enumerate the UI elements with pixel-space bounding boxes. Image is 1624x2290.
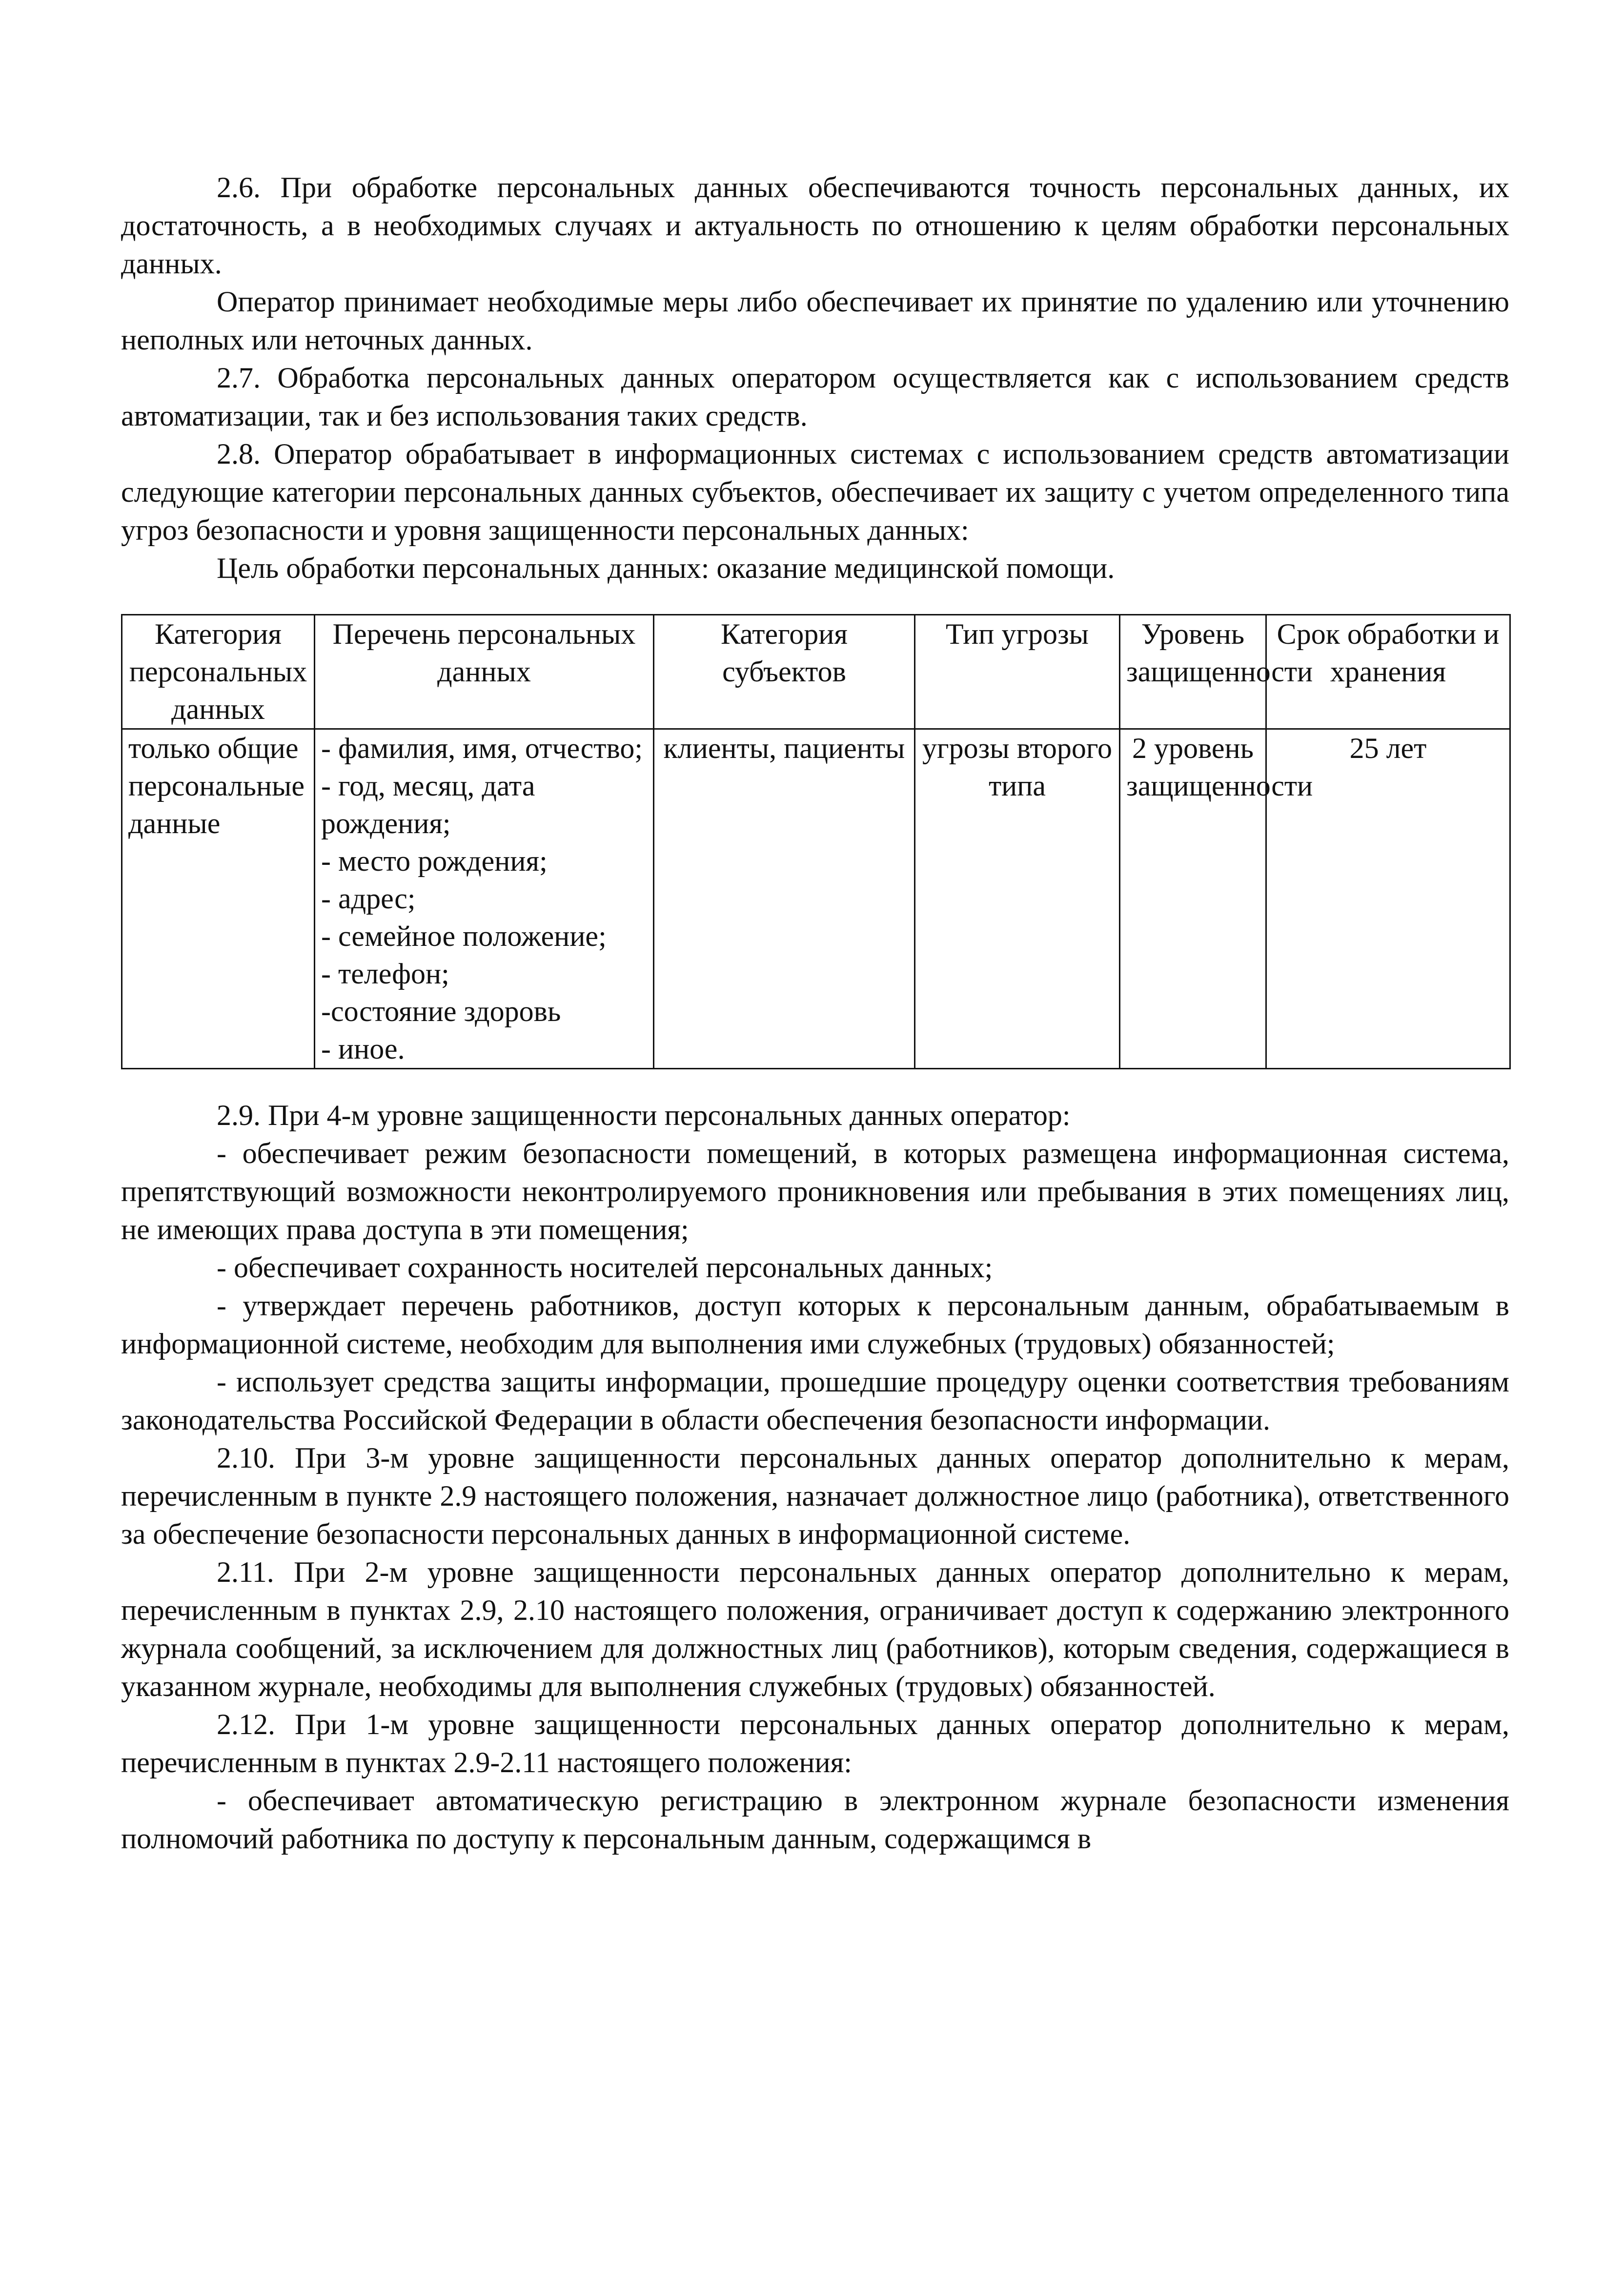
list-item: -состояние здоровь	[321, 995, 561, 1027]
list-item: - телефон;	[321, 958, 449, 990]
list-item: - год, месяц, дата рождения;	[321, 770, 535, 839]
cell-subjects: клиенты, пациенты	[654, 729, 915, 1069]
list-item: - семейное положение;	[321, 920, 607, 952]
personal-data-table	[121, 614, 1511, 1069]
cell-term: 25 лет	[1266, 729, 1510, 1069]
list-item: - адрес;	[321, 882, 416, 915]
table-row	[122, 729, 1510, 1069]
list-item: - иное.	[321, 1033, 405, 1065]
paragraph-2-6: 2.6. При обработке персональных данных обеспечиваются точность персональных данных, их достаточность, а в необходимых случаях и актуальность по отношению к целям обработки персональных данных.	[121, 171, 1509, 280]
list-item: - фамилия, имя, отчество;	[321, 732, 643, 764]
paragraph-2-12-item-1: - обеспечивает автоматическую регистрацию в электронном журнале безопасности изменения полномочий работника по доступу к персональным данным, содержащимся в	[121, 1784, 1509, 1855]
header-category: Категория персональных данных	[122, 615, 315, 729]
paragraph-2-7: 2.7. Обработка персональных данных оператором осуществляется как с использованием средств автоматизации, так и без использования таких средств.	[121, 362, 1509, 432]
paragraph-2-11: 2.11. При 2-м уровне защищенности персональных данных оператор дополнительно к мерам, перечисленным в пунктах 2.9, 2.10 настоящего положения, ограничивает доступ к содержанию электронного журнала сообщений, за исключением для должностных лиц (работников), которым сведения, содержащиеся в указанном журнале, необходимы для выполнения служебных (трудовых) обязанностей.	[121, 1556, 1509, 1702]
document-body	[121, 168, 1509, 1858]
cell-level: 2 уровень защищенности	[1120, 729, 1266, 1069]
paragraph-purpose: Цель обработки персональных данных: оказание медицинской помощи.	[217, 552, 1115, 584]
table-header-row	[122, 615, 1510, 729]
cell-list	[315, 729, 654, 1069]
paragraph-2-8: 2.8. Оператор обрабатывает в информационных системах с использованием средств автоматизации следующие категории персональных данных субъектов, обеспечивает их защиту с учетом определенного типа угроз безопасности и уровня защищенности персональных данных:	[121, 438, 1509, 546]
cell-category: только общие персональные данные	[122, 729, 315, 1069]
header-threat: Тип угрозы	[915, 615, 1120, 729]
paragraph-2-12: 2.12. При 1-м уровне защищенности персональных данных оператор дополнительно к мерам, перечисленным в пунктах 2.9-2.11 настоящего положения:	[121, 1708, 1509, 1779]
header-level: Уровень защищенности	[1120, 615, 1266, 729]
header-term: Срок обработки и хранения	[1266, 615, 1510, 729]
cell-threat: угрозы второго типа	[915, 729, 1120, 1069]
paragraph-2-9: 2.9. При 4-м уровне защищенности персональных данных оператор:	[217, 1099, 1071, 1131]
paragraph-2-9-item-1: - обеспечивает режим безопасности помещений, в которых размещена информационная система, препятствующий возможности неконтролируемого проникновения или пребывания в этих помещениях лиц, не имеющих права доступа в эти помещения;	[121, 1137, 1509, 1246]
paragraph-2-9-item-3: - утверждает перечень работников, доступ которых к персональным данным, обрабатываемым в информационной системе, необходим для выполнения ими служебных (трудовых) обязанностей;	[121, 1289, 1509, 1360]
header-list: Перечень персональных данных	[315, 615, 654, 729]
paragraph-operator-measures: Оператор принимает необходимые меры либо обеспечивает их принятие по удалению или уточнению неполных или неточных данных.	[121, 286, 1509, 356]
paragraph-2-9-item-2: - обеспечивает сохранность носителей персональных данных;	[217, 1251, 993, 1284]
paragraph-2-9-item-4: - использует средства защиты информации, прошедшие процедуру оценки соответствия требованиям законодательства Российской Федерации в области обеспечения безопасности информации.	[121, 1366, 1509, 1436]
header-subjects: Категория субъектов	[654, 615, 915, 729]
list-item: - место рождения;	[321, 845, 548, 877]
paragraph-2-10: 2.10. При 3-м уровне защищенности персональных данных оператор дополнительно к мерам, перечисленным в пункте 2.9 настоящего положения, назначает должностное лицо (работника), ответственного за обеспечение безопасности персональных данных в информационной системе.	[121, 1442, 1509, 1550]
